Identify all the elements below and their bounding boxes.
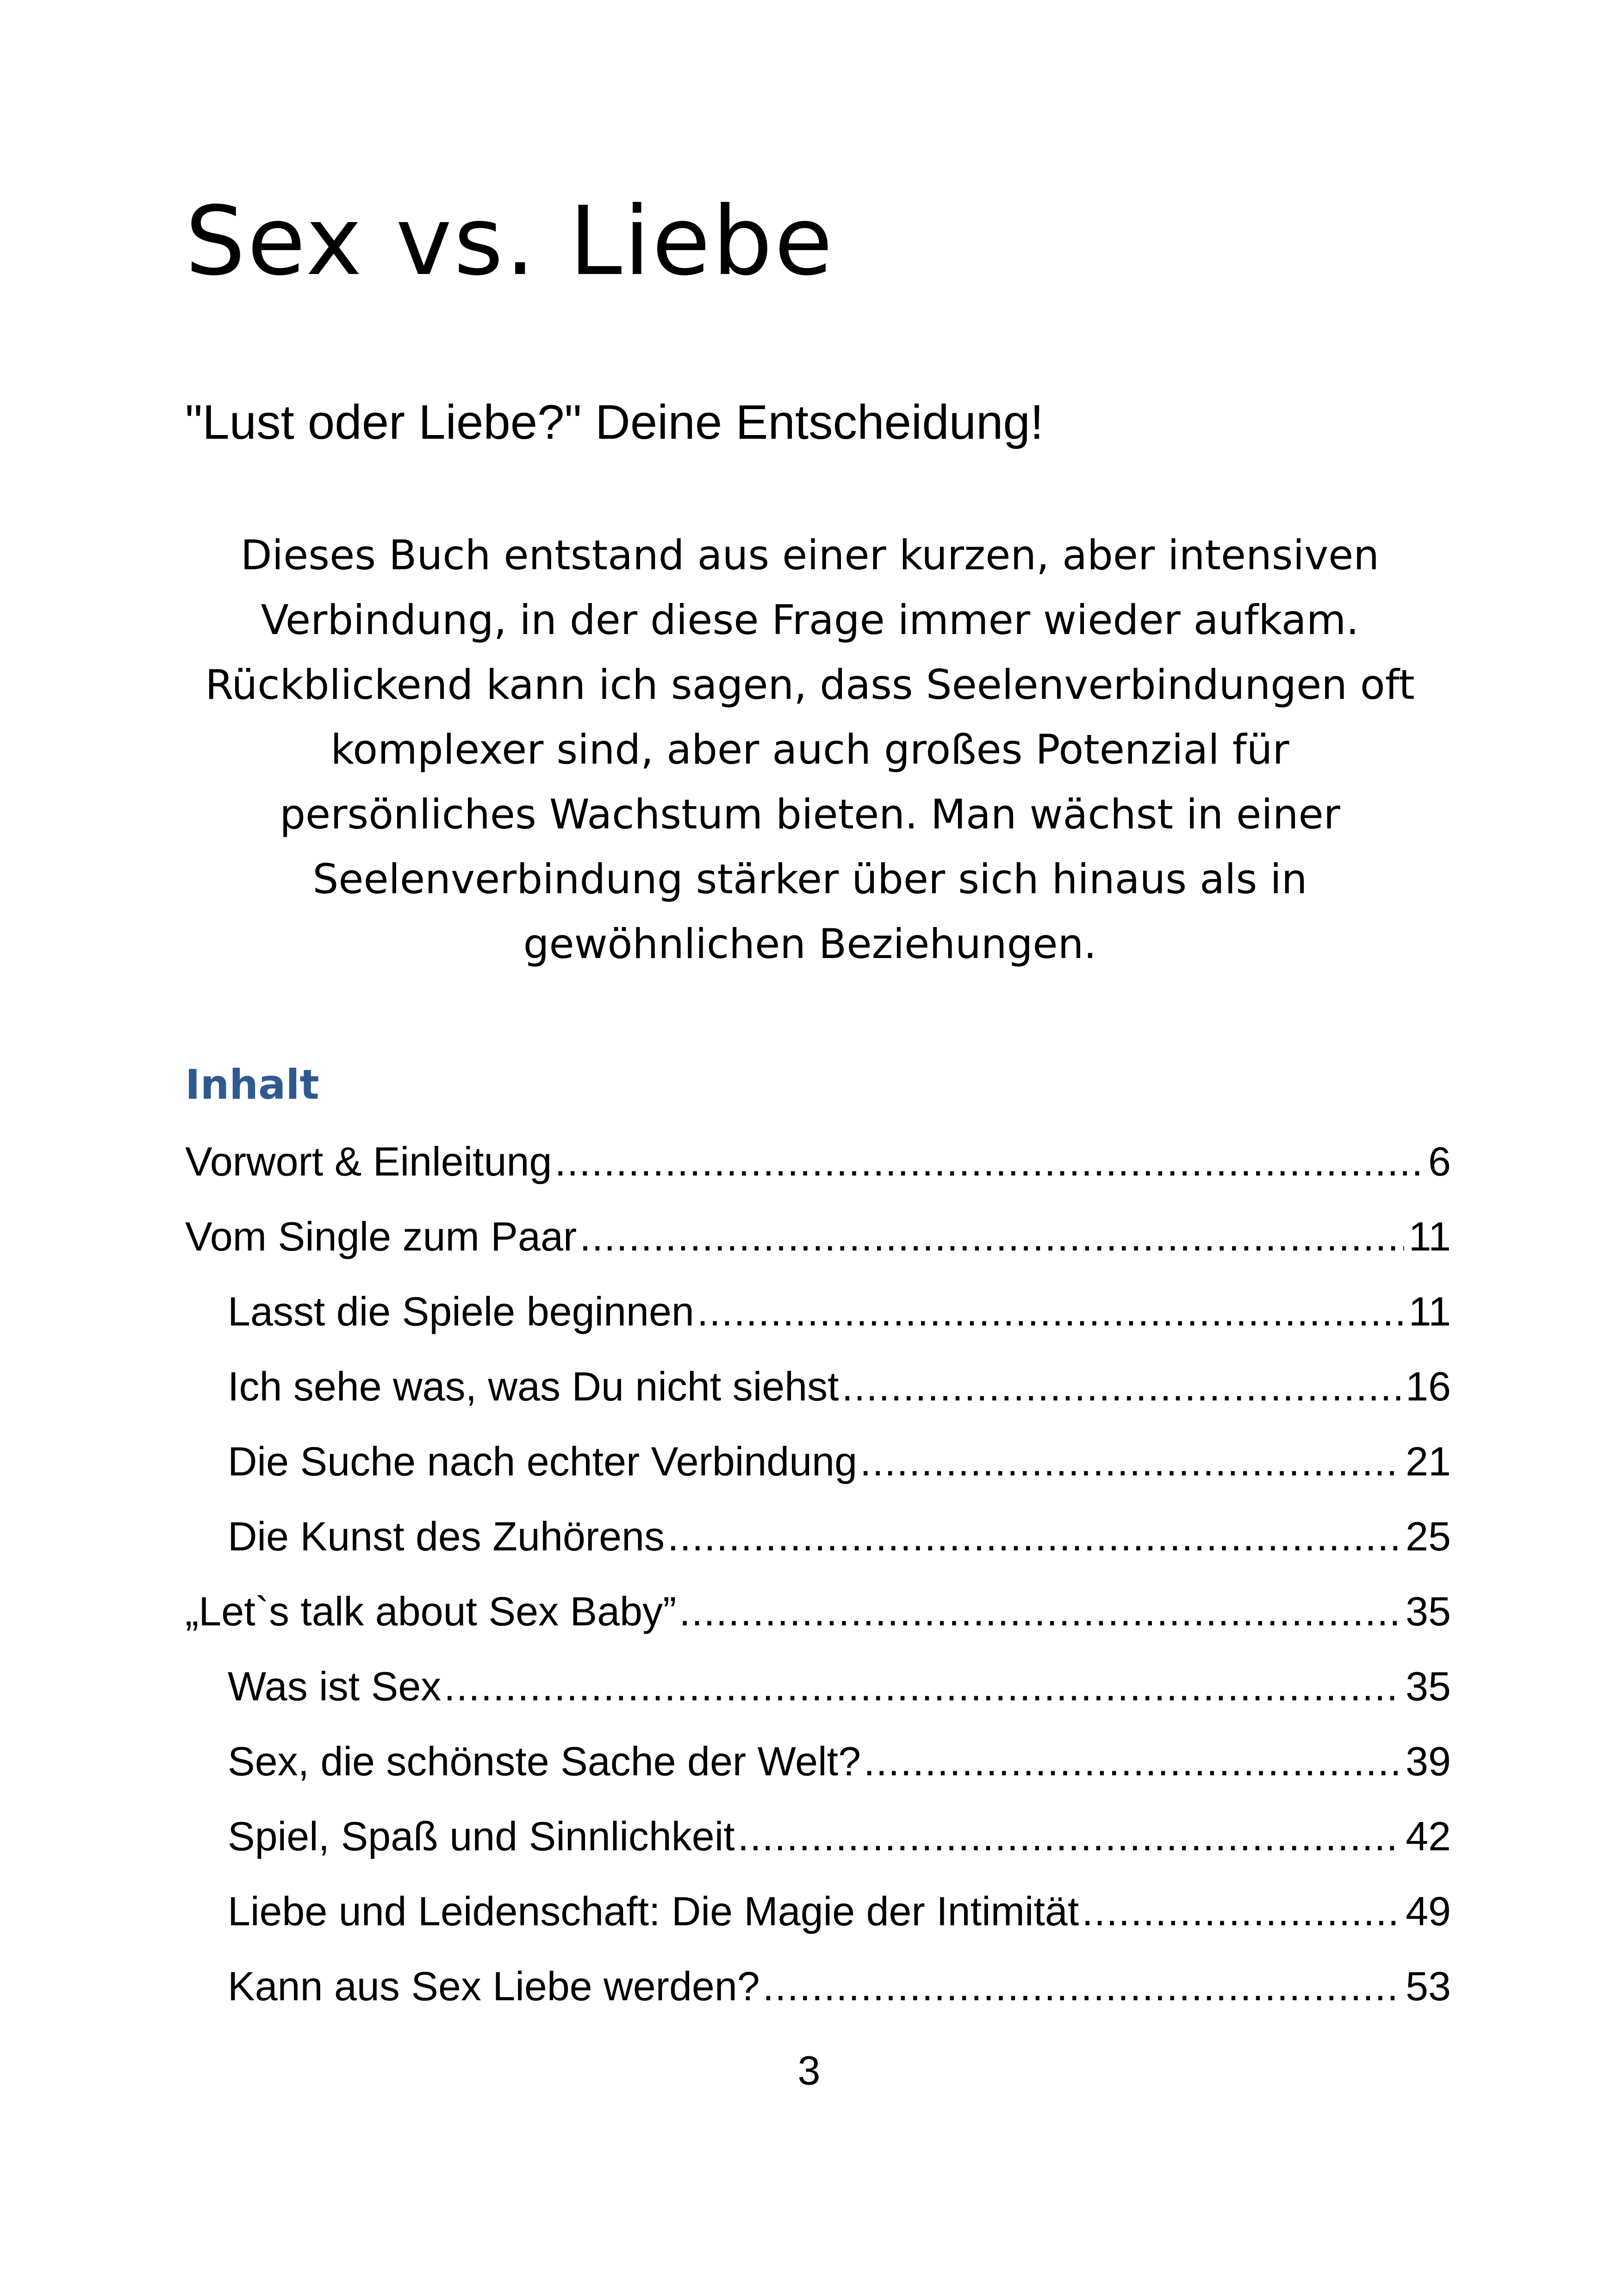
toc-dot-leader bbox=[1082, 1886, 1401, 1937]
toc-entry-title: Vorwort & Einleitung bbox=[185, 1139, 552, 1184]
toc-entry-page: 49 bbox=[1406, 1888, 1451, 1934]
toc-entry-ich-sehe-was[interactable] bbox=[185, 1361, 1451, 1436]
intro-line: persönliches Wachstum bieten. Man wächst in einer bbox=[280, 790, 1340, 838]
intro-line: Rückblickend kann ich sagen, dass Seelenverbindungen oft bbox=[205, 661, 1415, 709]
toc-dot-leader bbox=[763, 1961, 1401, 2012]
book-title: Sex vs. Liebe bbox=[185, 187, 835, 297]
toc-dot-leader bbox=[738, 1811, 1401, 1862]
toc-entry-page: 25 bbox=[1406, 1513, 1451, 1559]
toc-dot-leader bbox=[864, 1736, 1401, 1787]
toc-entry-vorwort[interactable] bbox=[185, 1136, 1451, 1211]
toc-entry-suche-nach-echter-verbindung[interactable] bbox=[185, 1436, 1451, 1511]
page-number: 3 bbox=[797, 2047, 821, 2093]
toc-entry-title: „Let`s talk about Sex Baby” bbox=[185, 1588, 677, 1634]
toc-entry-title: Sex, die schönste Sache der Welt? bbox=[228, 1738, 861, 1784]
toc-entry-was-ist-sex[interactable] bbox=[185, 1661, 1451, 1736]
toc-entry-lets-talk-about-sex[interactable] bbox=[185, 1586, 1451, 1661]
book-subtitle: "Lust oder Liebe?" Deine Entscheidung! bbox=[185, 395, 1044, 449]
toc-entry-page: 42 bbox=[1406, 1813, 1451, 1859]
toc-entry-page: 53 bbox=[1406, 1963, 1451, 2009]
intro-line: komplexer sind, aber auch großes Potenzial für bbox=[330, 726, 1289, 773]
toc-entry-page: 39 bbox=[1406, 1738, 1451, 1784]
intro-paragraph bbox=[153, 523, 1467, 977]
toc-entry-title: Spiel, Spaß und Sinnlichkeit bbox=[228, 1813, 735, 1859]
toc-entry-title: Was ist Sex bbox=[228, 1663, 442, 1709]
intro-line: Dieses Buch entstand aus einer kurzen, aber intensiven bbox=[240, 531, 1380, 579]
toc-entry-title: Liebe und Leidenschaft: Die Magie der Intimität bbox=[228, 1888, 1079, 1934]
toc-entry-spiel-spass-sinnlichkeit[interactable] bbox=[185, 1811, 1451, 1886]
toc-entry-page: 16 bbox=[1406, 1363, 1451, 1409]
toc-entry-page: 11 bbox=[1408, 1288, 1451, 1334]
toc-dot-leader bbox=[860, 1436, 1401, 1487]
intro-line: Seelenverbindung stärker über sich hinaus als in bbox=[312, 855, 1307, 903]
toc-entry-page: 6 bbox=[1428, 1139, 1451, 1184]
toc-entry-title: Die Suche nach echter Verbindung bbox=[228, 1438, 858, 1484]
toc-entry-kunst-des-zuhoerens[interactable] bbox=[185, 1511, 1451, 1586]
toc-entry-page: 21 bbox=[1406, 1438, 1451, 1484]
toc-dot-leader bbox=[667, 1511, 1401, 1562]
intro-line: Verbindung, in der diese Frage immer wieder aufkam. bbox=[261, 596, 1359, 644]
toc-entry-title: Vom Single zum Paar bbox=[185, 1213, 577, 1259]
toc-entry-title: Ich sehe was, was Du nicht siehst bbox=[228, 1363, 839, 1409]
toc-entry-vom-single-zum-paar[interactable] bbox=[185, 1211, 1451, 1286]
toc-entry-liebe-und-leidenschaft[interactable] bbox=[185, 1886, 1451, 1961]
toc-dot-leader bbox=[842, 1361, 1401, 1412]
toc-entry-page: 35 bbox=[1406, 1663, 1451, 1709]
toc-entry-lasst-die-spiele-beginnen[interactable] bbox=[185, 1286, 1451, 1361]
toc-dot-leader bbox=[697, 1286, 1404, 1337]
table-of-contents bbox=[185, 1136, 1451, 2036]
toc-dot-leader bbox=[554, 1136, 1424, 1187]
toc-dot-leader bbox=[579, 1211, 1404, 1262]
toc-entry-schoenste-sache-der-welt[interactable] bbox=[185, 1736, 1451, 1811]
toc-entry-kann-aus-sex-liebe-werden[interactable] bbox=[185, 1961, 1451, 2036]
toc-entry-page: 35 bbox=[1406, 1588, 1451, 1634]
toc-dot-leader bbox=[444, 1661, 1401, 1712]
toc-heading: Inhalt bbox=[185, 1061, 319, 1108]
intro-line: gewöhnlichen Beziehungen. bbox=[523, 920, 1097, 968]
toc-entry-page: 11 bbox=[1408, 1213, 1451, 1259]
toc-entry-title: Kann aus Sex Liebe werden? bbox=[228, 1963, 760, 2009]
toc-entry-title: Lasst die Spiele beginnen bbox=[228, 1288, 694, 1334]
toc-entry-title: Die Kunst des Zuhörens bbox=[228, 1513, 665, 1559]
toc-dot-leader bbox=[679, 1586, 1401, 1637]
